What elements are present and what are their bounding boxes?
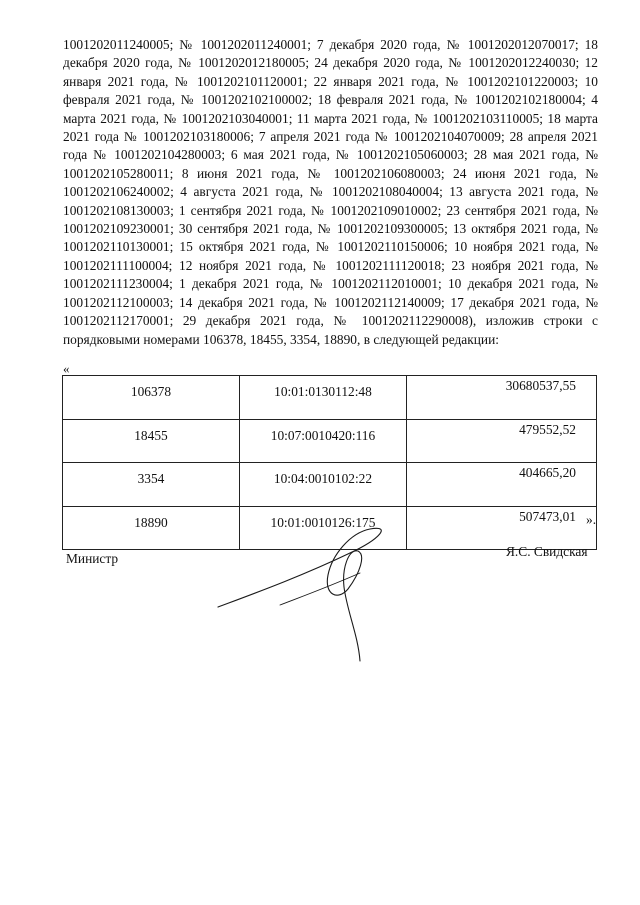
cadastral-value-cell: 404665,20 [407, 463, 597, 507]
handwritten-signature [210, 515, 410, 665]
cadastral-value-cell: 30680537,55 [407, 376, 597, 420]
table-row [63, 419, 597, 463]
row-number-cell: 106378 [63, 376, 240, 420]
signatory-title: Министр [66, 551, 119, 566]
body-paragraph: 1001202011240005; № 1001202011240001; 7 декабря 2020 года, № 1001202012070017; 18 декабря 2020 года, № 1001202012180005; 24 декабря 2020 года, № 1001202012240030; 12 января 2021 года, № 1001202101120001; 22 января 2021 года, № 1001202101220003; 10 февраля 2021 года, № 1001202102100002; 18 февраля 2021 года, № 1001202102180004; 4 марта 2021 года, № 1001202103040001; 11 марта 2021 года, № 1001202103110005; 18 марта 2021 года № 1001202103180006; 7 апреля 2021 года № 1001202104070009; 28 апреля 2021 года № 1001202104280003; 6 мая 2021 года, № 1001202105060003; 28 мая 2021 года, № 1001202105280011; 8 июня 2021 года, № 1001202106080003; 24 июня 2021 года, № 1001202106240002; 4 августа 2021 года, № 1001202108040004; 13 августа 2021 года, № 1001202108130003; 1 сентября 2021 года, № 1001202109010002; 23 сентября 2021 года, № 1001202109230001; 30 сентября 2021 года, № 1001202109300005; 13 октября 2021 года, № 1001202110130001; 15 октября 2021 года, № 1001202110150006; 10 ноября 2021 года, № 1001202111100004; 12 ноября 2021 года, № 1001202111120018; 23 ноября 2021 года, № 1001202111230004; 1 декабря 2021 года, № 1001202112010001; 10 декабря 2021 года, № 1001202112100003; 14 декабря 2021 года, № 1001202112140009; 17 декабря 2021 года, № 1001202112170001; 29 декабря 2021 года, № 1001202112290008), изложив строки с порядковыми номерами 106378, 18455, 3354, 18890, в следующей редакции: [63, 37, 598, 347]
cadastral-number-cell: 10:07:0010420:116 [239, 419, 406, 463]
row-number-cell: 3354 [63, 463, 240, 507]
table-row [63, 463, 597, 507]
cadastral-number-cell: 10:01:0010126:175 [239, 506, 406, 550]
opening-quote: « [63, 361, 70, 376]
signatory-name: Я.С. Свидская [506, 544, 588, 559]
cadastral-number-cell: 10:01:0130112:48 [239, 376, 406, 420]
cadastral-number-cell: 10:04:0010102:22 [239, 463, 406, 507]
row-number-cell: 18455 [63, 419, 240, 463]
table-row [63, 376, 597, 420]
cadastral-value-cell: 479552,52 [407, 419, 597, 463]
row-number-cell: 18890 [63, 506, 240, 550]
cadastral-value-cell: 507473,01 [407, 506, 597, 550]
closing-quote: ». [586, 512, 597, 527]
